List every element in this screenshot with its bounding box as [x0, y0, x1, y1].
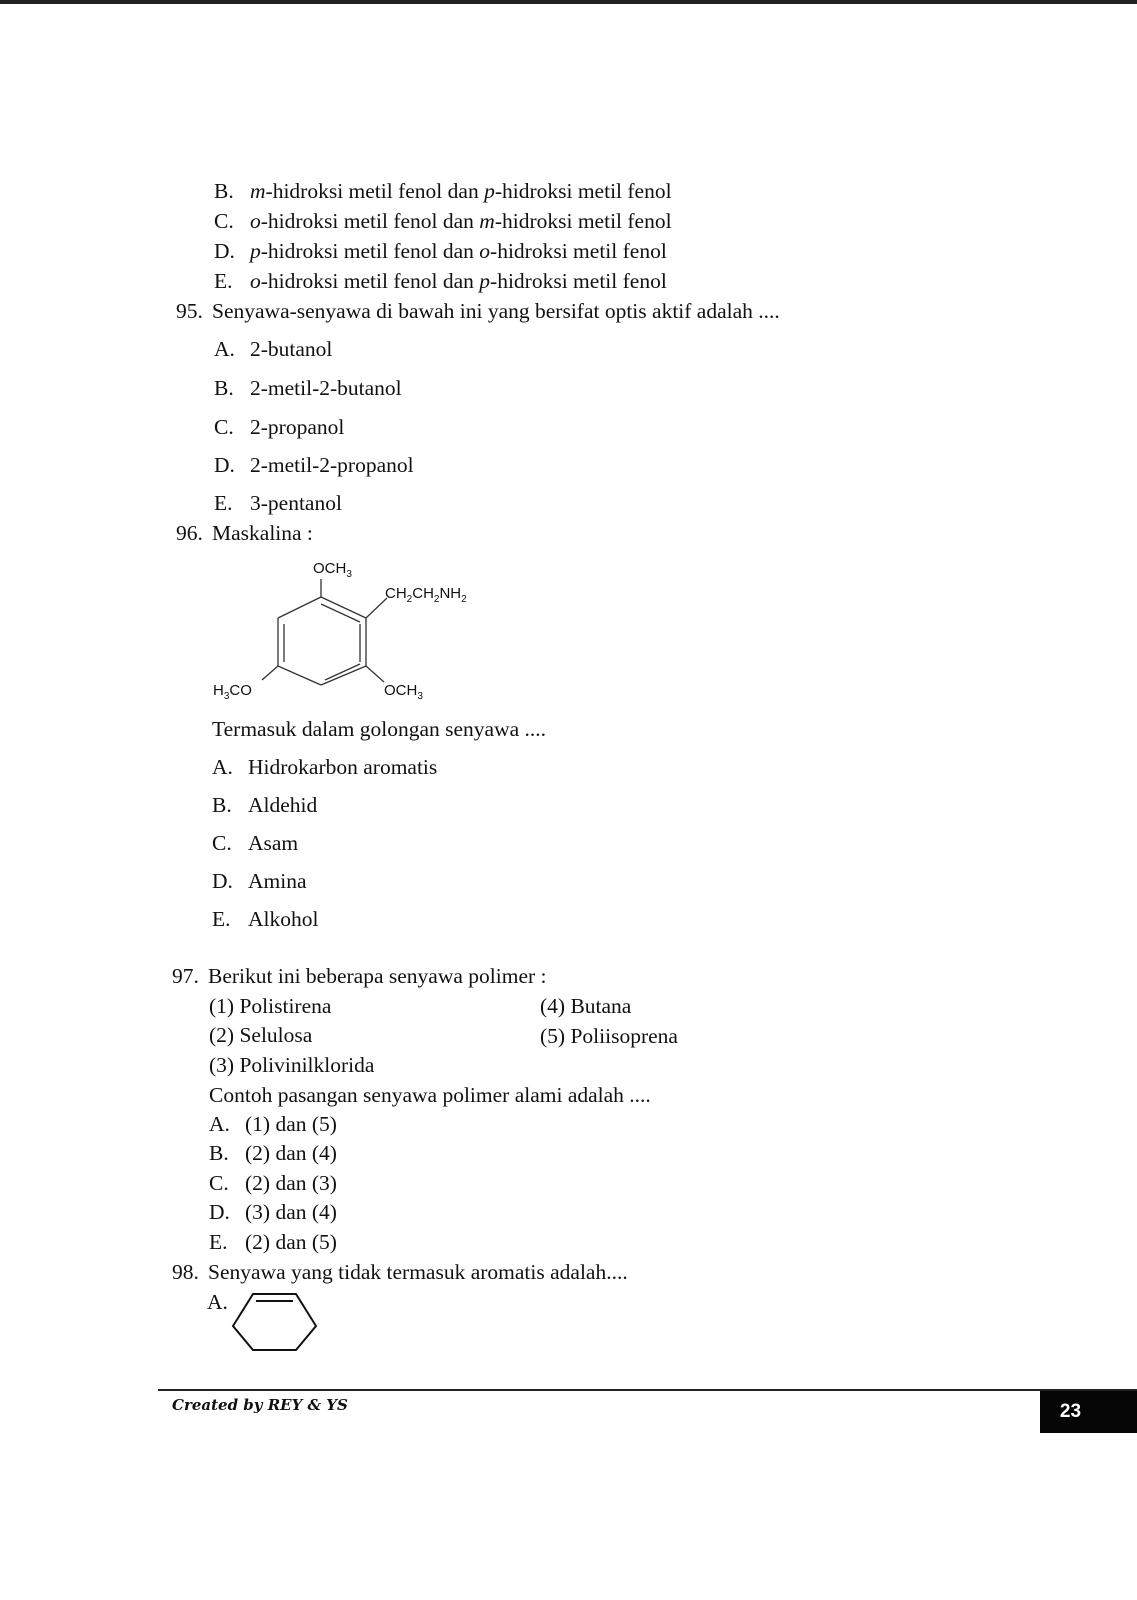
q97-item-3: (3) Polivinilklorida: [209, 1053, 375, 1077]
q95-option-b: B. 2-metil-2-butanol: [214, 376, 402, 400]
q97-option-a: A. (1) dan (5): [209, 1112, 337, 1136]
page-number-badge: [1040, 1391, 1137, 1433]
footer-rule: [158, 1389, 1137, 1391]
q96-question: Termasuk dalam golongan senyawa ....: [212, 717, 547, 741]
q97-option-e: E. (2) dan (5): [209, 1230, 337, 1254]
label-och3-right: $OCH_3$: [384, 682, 423, 702]
q94-option-c: C. o-hidroksi metil fenol dan m-hidroksi metil fenol: [214, 209, 672, 233]
q97-item-4: (4) Butana: [540, 994, 632, 1018]
q94-option-e: E. o-hidroksi metil fenol dan p-hidroksi metil fenol: [214, 269, 667, 293]
q96-option-c: C. Asam: [212, 831, 299, 855]
q96-option-b: B. Aldehid: [212, 793, 318, 817]
q95-question: 95. Senyawa-senyawa di bawah ini yang bersifat optis aktif adalah ....: [176, 299, 780, 323]
q97-option-b: B. (2) dan (4): [209, 1141, 337, 1165]
label-och3-top: $OCH_3$: [313, 560, 352, 580]
q94-option-b: B. m-hidroksi metil fenol dan p-hidroksi metil fenol: [214, 179, 672, 203]
page-number: 23: [1059, 1401, 1082, 1422]
q96-option-d: D. Amina: [212, 869, 307, 893]
q98-question: 98. Senyawa yang tidak termasuk aromatis adalah....: [172, 1260, 628, 1284]
q95-option-a: A. 2-butanol: [214, 337, 333, 361]
q95-option-e: E. 3-pentanol: [214, 491, 342, 515]
q97-intro: 97. Berikut ini beberapa senyawa polimer :: [172, 964, 547, 988]
q96-title: 96. Maskalina :: [176, 521, 313, 545]
q98-option-a-letter: A.: [207, 1290, 228, 1314]
label-side-chain: $CH_2CH_2NH_2$: [385, 585, 467, 605]
label-h3co-left: $H_3CO$: [213, 682, 252, 702]
q97-item-1: (1) Polistirena: [209, 994, 332, 1018]
q94-option-d: D. p-hidroksi metil fenol dan o-hidroksi metil fenol: [214, 239, 667, 263]
q97-option-d: D. (3) dan (4): [209, 1200, 337, 1224]
q97-item-5: (5) Poliisoprena: [540, 1024, 678, 1048]
q95-option-d: D. 2-metil-2-propanol: [214, 453, 414, 477]
footer-credit: Created by REY & YS: [172, 1396, 348, 1414]
q96-option-e: E. Alkohol: [212, 907, 319, 931]
q97-item-2: (2) Selulosa: [209, 1023, 313, 1047]
q97-question: Contoh pasangan senyawa polimer alami adalah ....: [209, 1083, 651, 1107]
q96-option-a: A. Hidrokarbon aromatis: [212, 755, 438, 779]
q95-option-c: C. 2-propanol: [214, 415, 345, 439]
q97-option-c: C. (2) dan (3): [209, 1171, 337, 1195]
